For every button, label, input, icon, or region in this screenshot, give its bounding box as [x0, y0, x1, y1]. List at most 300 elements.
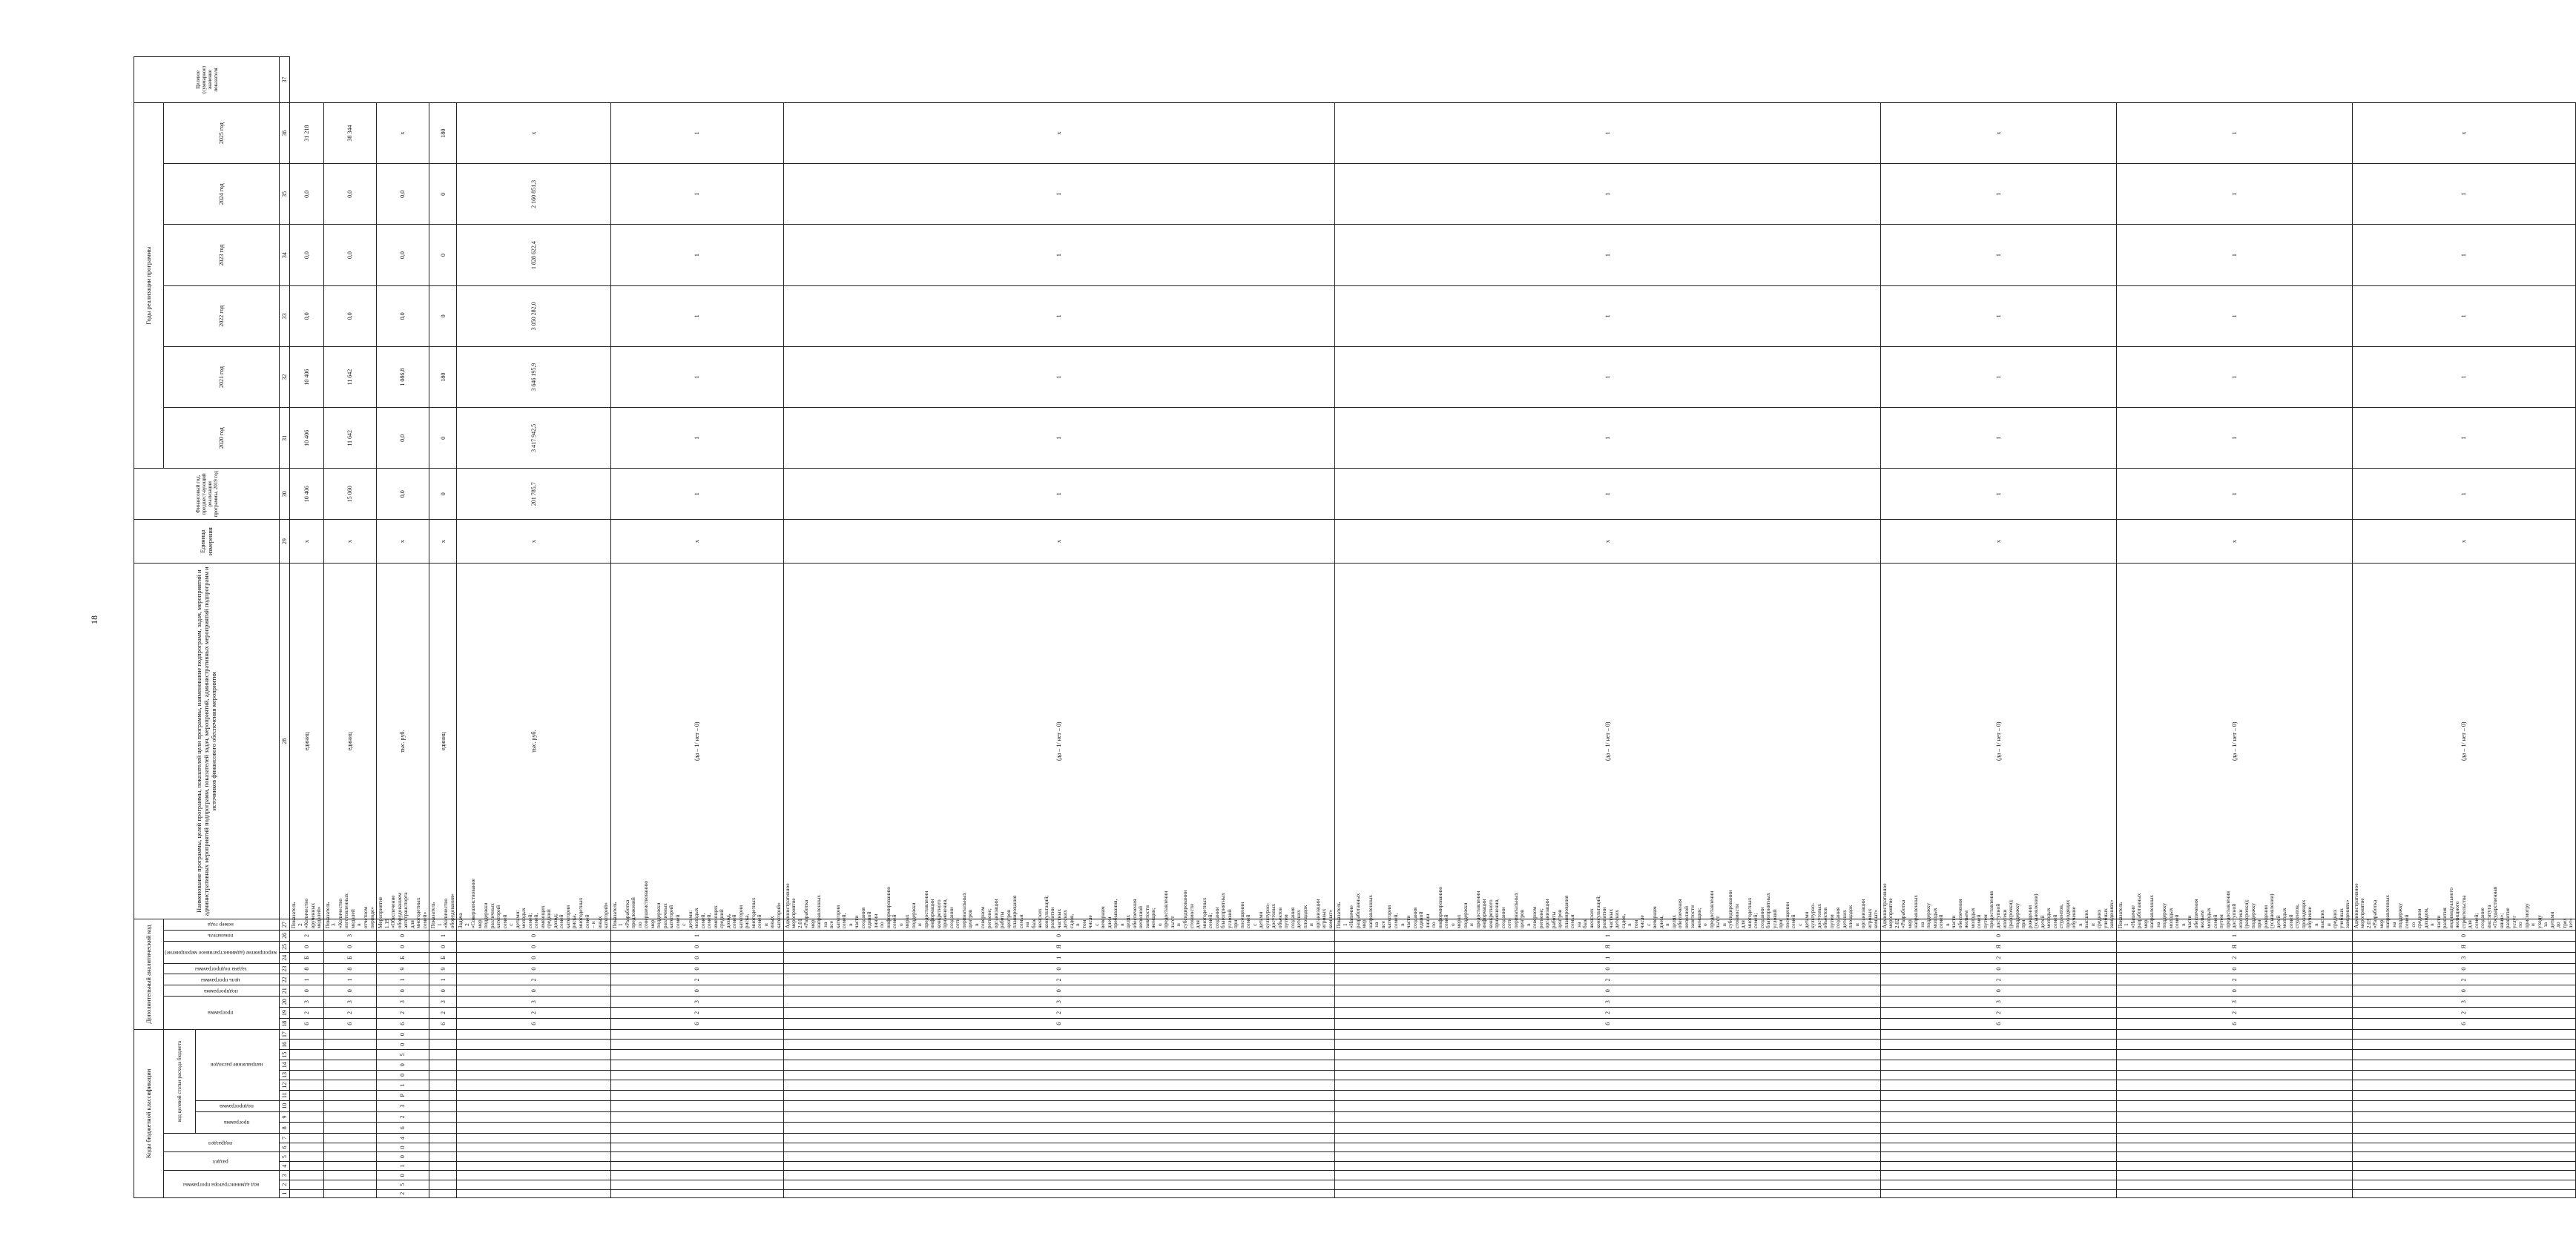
table-row [377, 57, 429, 1198]
code-cell [2352, 1189, 2575, 1197]
code-cell [1335, 1143, 1880, 1152]
year-value: 1 [2352, 346, 2575, 407]
code-cell: 6 [377, 1123, 429, 1134]
table-row [1335, 57, 1880, 1198]
code-cell [2116, 1029, 2352, 1040]
year-value: 11 642 [323, 346, 376, 407]
code-cell: Я [2352, 941, 2575, 952]
row-unit: (да – 1/ нет – 0) [783, 564, 1335, 919]
code-cell [457, 1143, 610, 1152]
code-cell: Я [2116, 941, 2352, 952]
code-cell [783, 1152, 1335, 1162]
code-cell [2352, 1100, 2575, 1111]
code-cell: 0 [783, 963, 1335, 974]
row-unit: тыс. руб. [377, 564, 429, 919]
code-cell [1880, 1070, 2116, 1080]
year-value: 3 050 282,0 [457, 285, 610, 346]
header-years-group: Годы реализации программы [134, 102, 164, 468]
column-number: 8 [280, 1123, 290, 1134]
code-cell: 6 [2116, 1018, 2352, 1029]
code-cell [2116, 1100, 2352, 1111]
row-name: Административное мероприятие 2.03 «Разработка мер, направленных на поддержку семей со средним доходом, в части развития индивидуального жилищного строительства для семей; создание института «Государственная няня»; развитие услуг по присмотру и уходу за детьми до трех лет» [2352, 919, 2575, 931]
code-cell: 1 [1335, 931, 1880, 942]
code-cell [290, 1123, 324, 1134]
code-cell [429, 1111, 457, 1123]
code-cell: 0 [377, 1152, 429, 1162]
column-number: 20 [280, 997, 290, 1008]
column-number: 17 [280, 1029, 290, 1040]
header-fin-year: Финансовый год, предшест-вующий реализации программы, 2019 год [134, 469, 280, 520]
header-year-2023: 2023 год [164, 225, 280, 285]
code-cell: 6 [783, 1018, 1335, 1029]
code-cell [429, 1100, 457, 1111]
code-cell: 6 [2352, 1018, 2575, 1029]
code-cell: Б [429, 952, 457, 963]
code-cell: 5 [377, 1050, 429, 1060]
code-cell [1335, 1161, 1880, 1171]
code-cell [323, 1180, 376, 1190]
code-cell: 6 [1335, 1018, 1880, 1029]
code-cell: 1 [429, 974, 457, 985]
code-cell [783, 1171, 1335, 1180]
code-cell [783, 1134, 1335, 1143]
row-fin-year: x [290, 519, 324, 563]
row-target: x [783, 102, 1335, 163]
code-cell [610, 1050, 783, 1060]
year-value: 0,0 [290, 225, 324, 285]
code-cell [2116, 1111, 2352, 1123]
code-cell: 6 [1880, 1018, 2116, 1029]
row-target: 1 [1335, 102, 1880, 163]
year-value: 0 [429, 164, 457, 225]
code-cell [1335, 1171, 1880, 1180]
column-number: 18 [280, 1018, 290, 1029]
code-cell [1335, 1070, 1880, 1080]
row-name: Показатель 1 «Количество оборудования» [429, 919, 457, 931]
code-cell: 2 [290, 1008, 324, 1019]
code-cell [1335, 1100, 1880, 1111]
code-cell: 0 [323, 941, 376, 952]
year-value: 1 [2116, 346, 2352, 407]
row-fin-year: x [1880, 519, 2116, 563]
column-number: 5 [280, 1152, 290, 1162]
code-cell [610, 1029, 783, 1040]
column-number: 24 [280, 952, 290, 963]
row-unit: (да – 1/ нет – 0) [2352, 564, 2575, 919]
row-fin-year: x [323, 519, 376, 563]
code-cell: 2 [457, 974, 610, 985]
code-cell: 3 [323, 997, 376, 1008]
code-cell [2116, 1050, 2352, 1060]
code-cell [783, 1143, 1335, 1152]
code-cell [783, 1050, 1335, 1060]
code-cell: 1 [323, 974, 376, 985]
code-cell [457, 1080, 610, 1091]
code-cell: 1 [2116, 931, 2352, 942]
code-cell [429, 1060, 457, 1070]
column-number: 10 [280, 1100, 290, 1111]
code-cell [2352, 1070, 2575, 1080]
year-value: 1 828 622,4 [457, 225, 610, 285]
code-cell [429, 1189, 457, 1197]
code-cell [2116, 1060, 2352, 1070]
row-unit: (да – 1/ нет – 0) [1880, 564, 2116, 919]
code-cell: 5 [377, 1180, 429, 1190]
code-cell: 2 [1880, 974, 2116, 985]
code-cell [429, 1090, 457, 1100]
year-value: 1 [783, 164, 1335, 225]
header-year-2021: 2021 год [164, 346, 280, 407]
year-value: 1 [1880, 225, 2116, 285]
year-value: 1 [1880, 469, 2116, 520]
code-cell: 2 [290, 931, 324, 942]
code-cell [1880, 1180, 2116, 1190]
code-cell [783, 1080, 1335, 1091]
code-cell: 2 [2116, 974, 2352, 985]
column-number: 19 [280, 1008, 290, 1019]
code-cell [783, 1180, 1335, 1190]
code-cell [1880, 1123, 2116, 1134]
header-a-year: номер года [164, 919, 280, 931]
row-fin-year: x [2116, 519, 2352, 563]
code-cell: 0 [457, 952, 610, 963]
program-table [134, 56, 2576, 1198]
code-cell [1880, 1161, 2116, 1171]
year-value: 0,0 [377, 225, 429, 285]
code-cell: 0 [290, 985, 324, 997]
code-cell: 9 [429, 963, 457, 974]
code-cell [457, 1070, 610, 1080]
code-cell: 3 [377, 1100, 429, 1111]
code-cell [1880, 1171, 2116, 1180]
code-cell [2352, 1143, 2575, 1152]
year-value: 1 [1880, 164, 2116, 225]
row-target: 1 [2116, 102, 2352, 163]
code-cell [2352, 1152, 2575, 1162]
row-fin-year: x [457, 519, 610, 563]
table-row [783, 57, 1335, 1198]
code-cell [783, 1029, 1335, 1040]
column-number: 23 [280, 963, 290, 974]
code-cell [610, 1080, 783, 1091]
code-cell: 2 [2116, 952, 2352, 963]
header-year-2022: 2022 год [164, 285, 280, 346]
code-cell: 2 [783, 974, 1335, 985]
code-cell: 0 [377, 1040, 429, 1050]
code-cell [610, 1161, 783, 1171]
table-row [1880, 57, 2116, 1198]
code-cell [323, 1189, 376, 1197]
row-target: x [457, 102, 610, 163]
header-target-code: код целевой статьи расхода бюджета [164, 1029, 196, 1134]
code-cell: 0 [457, 931, 610, 942]
code-cell: Б [377, 952, 429, 963]
code-cell: 2 [377, 1008, 429, 1019]
column-number: 27 [280, 919, 290, 931]
code-cell [457, 1111, 610, 1123]
row-fin-year: x [1335, 519, 1880, 563]
code-cell [2352, 1134, 2575, 1143]
code-cell [323, 1143, 376, 1152]
code-cell: 0 [610, 963, 783, 974]
code-cell [610, 1152, 783, 1162]
table-row [429, 57, 457, 1198]
code-cell [429, 1143, 457, 1152]
year-value: 1 [2352, 225, 2575, 285]
header-program: программа [195, 1111, 280, 1134]
header-subprogram: подпрограмма [195, 1100, 280, 1111]
row-target: x [1880, 102, 2116, 163]
code-cell [290, 1180, 324, 1190]
row-unit: единиц [323, 564, 376, 919]
code-cell: 0 [2116, 985, 2352, 997]
row-name: Показатель 1 «Разработка предложений по совершенствованию мер поддержки различных категорий семей с детьми: молодых семей, семей, имеющих средний доход, семей категории риска, многодетных семей и иных категорий» [610, 919, 783, 931]
row-unit: (да – 1/ нет – 0) [2116, 564, 2352, 919]
code-cell [457, 1189, 610, 1197]
column-number: 32 [280, 346, 290, 407]
column-number: 3 [280, 1171, 290, 1180]
code-cell [323, 1161, 376, 1171]
code-cell [1880, 1111, 2116, 1123]
row-name: Показатель 3 «Количество изготовленных медалей в отчетном периоде» [323, 919, 376, 931]
header-budget-codes: Коды бюджетной классификации [134, 1029, 164, 1197]
code-cell: 3 [610, 997, 783, 1008]
code-cell [2116, 1070, 2352, 1080]
row-name: Показатель 2 «Количество врученных медалей» [290, 919, 324, 931]
code-cell [1335, 1029, 1880, 1040]
table-row [457, 57, 610, 1198]
header-target: Целевое (суммарное) значение показателя [134, 57, 280, 103]
year-value: 1 [610, 225, 783, 285]
code-cell [429, 1029, 457, 1040]
year-value: 1 [610, 408, 783, 469]
column-number: 16 [280, 1040, 290, 1050]
code-cell: 0 [1880, 931, 2116, 942]
code-cell: 1 [377, 1080, 429, 1091]
table-row [323, 57, 376, 1198]
code-cell [610, 1189, 783, 1197]
code-cell: 0 [2352, 963, 2575, 974]
row-unit: (да – 1/ нет – 0) [610, 564, 783, 919]
year-value: 1 [2116, 285, 2352, 346]
page-number: 18 [89, 615, 99, 624]
code-cell [610, 1123, 783, 1134]
code-cell: 3 [323, 931, 376, 942]
code-cell [323, 1152, 376, 1162]
table-row [2352, 57, 2575, 1198]
code-cell [2352, 1040, 2575, 1050]
column-number: 1 [280, 1189, 290, 1197]
code-cell [290, 1134, 324, 1143]
code-cell [783, 1161, 1335, 1171]
code-cell [457, 1171, 610, 1180]
code-cell: 3 [1880, 997, 2116, 1008]
header-a-subprogram: подпрограмма [164, 985, 280, 997]
code-cell [2116, 1040, 2352, 1050]
year-value: 1 [1335, 164, 1880, 225]
year-value: 1 [2352, 164, 2575, 225]
year-value: 1 [1335, 285, 1880, 346]
code-cell [1880, 1050, 2116, 1060]
header-a-indicator: показатель [164, 931, 280, 942]
code-cell [290, 1040, 324, 1050]
code-cell: 8 [290, 963, 324, 974]
code-cell: 0 [429, 941, 457, 952]
header-a-measure: мероприятие (административное мероприятие) [164, 941, 280, 963]
code-cell [1335, 1189, 1880, 1197]
code-cell: 3 [429, 997, 457, 1008]
column-number: 14 [280, 1060, 290, 1070]
code-cell [2352, 1171, 2575, 1180]
year-value: 1 [1335, 408, 1880, 469]
code-cell [2116, 1123, 2352, 1134]
year-value: 1 [2352, 408, 2575, 469]
row-unit: единиц [429, 564, 457, 919]
code-cell [290, 1090, 324, 1100]
code-cell: 2 [1880, 952, 2116, 963]
column-number: 34 [280, 225, 290, 285]
code-cell [429, 1040, 457, 1050]
column-number: 13 [280, 1070, 290, 1080]
year-value: 1 [2116, 164, 2352, 225]
row-target: 180 [429, 102, 457, 163]
code-cell [323, 1090, 376, 1100]
code-cell [429, 1161, 457, 1171]
column-number: 28 [280, 564, 290, 919]
code-cell: 0 [377, 1029, 429, 1040]
column-number: 33 [280, 285, 290, 346]
code-cell [783, 1060, 1335, 1070]
code-cell: 0 [377, 985, 429, 997]
code-cell: 0 [610, 941, 783, 952]
code-cell [290, 1152, 324, 1162]
year-value: 1 [1880, 346, 2116, 407]
code-cell [457, 1161, 610, 1171]
code-cell [323, 1171, 376, 1180]
code-cell [429, 1070, 457, 1080]
code-cell [2116, 1180, 2352, 1190]
row-target: 38 344 [323, 102, 376, 163]
code-cell: 4 [377, 1134, 429, 1143]
year-value: 0,0 [323, 285, 376, 346]
code-cell [610, 1040, 783, 1050]
code-cell: 1 [429, 931, 457, 942]
code-cell: 6 [610, 1018, 783, 1029]
code-cell [1880, 1134, 2116, 1143]
code-cell [1335, 1080, 1880, 1091]
code-cell [1880, 1029, 2116, 1040]
code-cell [1880, 1143, 2116, 1152]
code-cell [323, 1070, 376, 1080]
code-cell: 3 [783, 997, 1335, 1008]
year-value: 1 [2352, 285, 2575, 346]
program-table-sheet [134, 56, 2575, 1198]
year-value: 180 [429, 346, 457, 407]
code-cell [610, 1111, 783, 1123]
year-value: 1 [610, 346, 783, 407]
row-target: x [377, 102, 429, 163]
year-value: 1 [783, 469, 1335, 520]
code-cell: 6 [323, 1018, 376, 1029]
code-cell: 2 [1335, 974, 1880, 985]
code-cell [1880, 1090, 2116, 1100]
year-value: 1 [2352, 469, 2575, 520]
code-cell [2116, 1080, 2352, 1091]
code-cell [610, 1070, 783, 1080]
year-value: 1 [1880, 285, 2116, 346]
code-cell: 0 [610, 985, 783, 997]
code-cell: 0 [783, 985, 1335, 997]
code-cell: 0 [290, 941, 324, 952]
year-value: 0,0 [377, 469, 429, 520]
code-cell [1335, 1090, 1880, 1100]
header-section: раздел [164, 1152, 280, 1171]
code-cell: Б [290, 952, 324, 963]
code-cell [2352, 1180, 2575, 1190]
header-a-task: задача подпрограммы [164, 963, 280, 974]
code-cell [1335, 1152, 1880, 1162]
column-number: 6 [280, 1143, 290, 1152]
code-cell [610, 1060, 783, 1070]
row-name: Показатель 1 «Наличие разработанных мер, направленных на поддержку молодых семей в части обеспечения жильем молодых семей путем предоставления доступной ипотеки (рассрочки); поддержку при рождении (усыновлении) детей молодых семей студентов, проходящих обучение в высших и средних учебных заведениях» [2116, 919, 2352, 931]
row-unit: (да – 1/ нет – 0) [1335, 564, 1880, 919]
code-cell [323, 1029, 376, 1040]
year-value: 10 406 [290, 346, 324, 407]
code-cell: 6 [429, 1018, 457, 1029]
code-cell [429, 1134, 457, 1143]
code-cell [457, 1134, 610, 1143]
code-cell: 2 [2116, 1008, 2352, 1019]
code-cell: 0 [457, 985, 610, 997]
year-value: 1 [610, 285, 783, 346]
code-cell [1880, 1100, 2116, 1111]
header-admin-code: код администратора программы [164, 1171, 280, 1198]
row-name: Административное мероприятие 2.02 «Разработка мер, направленных на поддержку молодых семей в части обеспечения жильем молодых семей путем предоставления доступной ипотеки (рассрочки); поддержку при рождении (усыновлении) детей молодых семей студентов, проходящих обучение в высших и средних учебных заведениях» [1880, 919, 2116, 931]
code-cell: 2 [2352, 974, 2575, 985]
code-cell: 0 [377, 931, 429, 942]
code-cell [2352, 1050, 2575, 1060]
column-number: 4 [280, 1161, 290, 1171]
code-cell: 0 [2352, 931, 2575, 942]
code-cell: 2 [1335, 1008, 1880, 1019]
header-year-2020: 2020 год [164, 408, 280, 469]
code-cell: 2 [429, 1008, 457, 1019]
column-number: 15 [280, 1050, 290, 1060]
code-cell: 1 [1335, 952, 1880, 963]
code-cell [323, 1040, 376, 1050]
code-cell: 1 [377, 974, 429, 985]
year-value: 1 [1335, 469, 1880, 520]
year-value: 1 086,8 [377, 346, 429, 407]
code-cell [2116, 1189, 2352, 1197]
code-cell [290, 1143, 324, 1152]
code-cell [2352, 1060, 2575, 1070]
column-number: 35 [280, 164, 290, 225]
code-cell [2352, 1029, 2575, 1040]
code-cell [783, 1070, 1335, 1080]
code-cell [610, 1090, 783, 1100]
code-cell: 0 [783, 931, 1335, 942]
code-cell [429, 1050, 457, 1060]
header-a-goal: цель программы [164, 974, 280, 985]
row-name: Показатель 1 «Наличие разработанных мер, направленных на все категории семей, в части создания единой линии по информированию семей о мерах поддержки и предоставлении информации конкретного применения, создании сети перинатальных центров в северном регионе; организации работы центров планирования семьи на базе женских консультаций; развитии частных детских садов, в том числе с вечерним днем, в целях обеспечения неполной занятости женщин; о предоставлении льгот и субсидировании стоимости для многодетных семей; создании благоприятных условий при посещении семей с детьми культурно-досуговых объектов путем создания детских площадок и организации игровых комнат» [1335, 919, 1880, 931]
code-cell [2116, 1143, 2352, 1152]
code-cell [783, 1040, 1335, 1050]
code-cell: 0 [323, 985, 376, 997]
code-cell [610, 1143, 783, 1152]
row-fin-year: x [429, 519, 457, 563]
year-value: 1 [783, 408, 1335, 469]
